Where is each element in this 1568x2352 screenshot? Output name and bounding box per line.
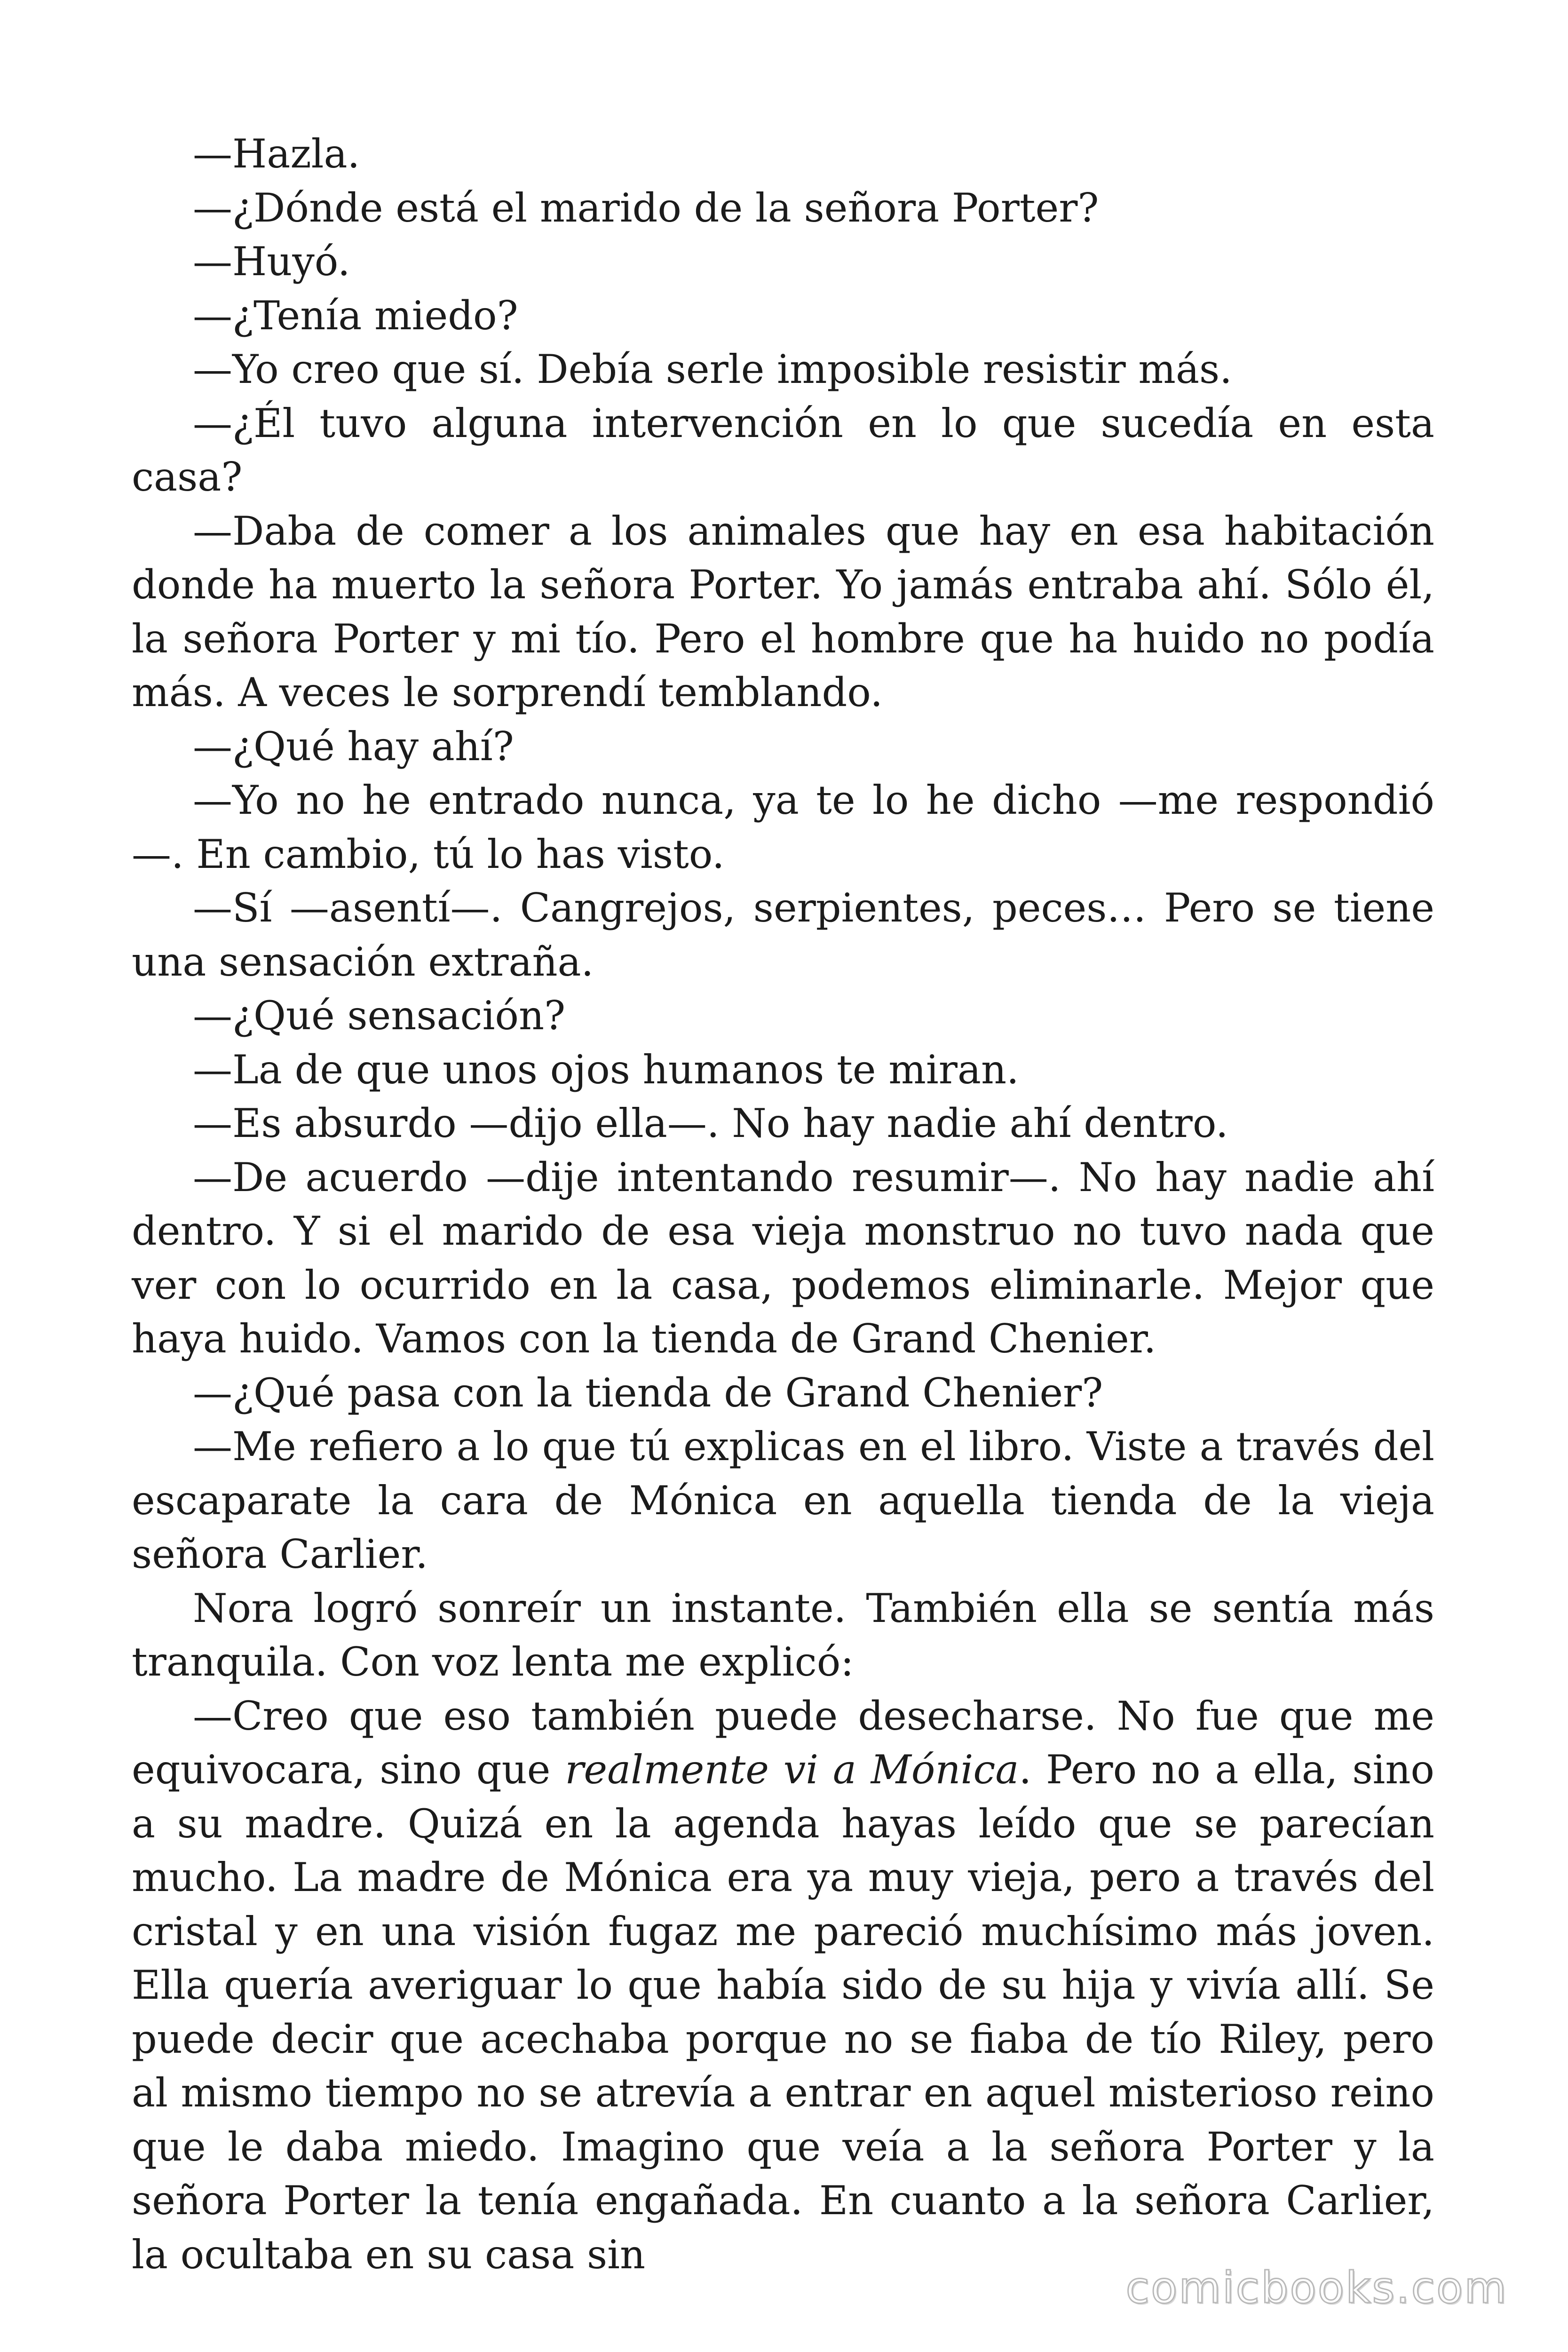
paragraph: —¿Tenía miedo?	[193, 292, 518, 339]
paragraph: —Me refiero a lo que tú explicas en el libro. Viste a través del escaparate la cara de Mónica en aquella tienda de la vieja señora Carlier.	[132, 1423, 1434, 1577]
paragraph-text-start: —Creo que eso también puede desecharse. No fue que me equivocara, sino que	[132, 1692, 1434, 1793]
paragraph: Nora logró sonreír un instante. También ella se sentía más tranquila. Con voz lenta me explicó:	[132, 1585, 1434, 1685]
paragraph: —Huyó.	[193, 238, 350, 285]
italic-phrase: realmente vi a Mónica	[565, 1747, 1019, 1793]
body-text	[132, 127, 1434, 2281]
paragraph: —¿Qué hay ahí?	[193, 723, 514, 770]
paragraph: —De acuerdo —dije intentando resumir—. No hay nadie ahí dentro. Y si el marido de esa vieja monstruo no tuvo nada que ver con lo ocurrido en la casa, podemos eliminarle. Mejor que haya huido. Vamos con la tienda de Grand Chenier.	[132, 1154, 1434, 1362]
paragraph: —¿Dónde está el marido de la señora Porter?	[193, 184, 1099, 231]
paragraph: —¿Qué pasa con la tienda de Grand Chenier?	[193, 1369, 1103, 1416]
paragraph: —La de que unos ojos humanos te miran.	[193, 1046, 1019, 1093]
paragraph: —¿Él tuvo alguna intervención en lo que sucedía en esta casa?	[132, 400, 1434, 500]
paragraph: —Es absurdo —dijo ella—. No hay nadie ahí dentro.	[193, 1100, 1228, 1146]
paragraph: —Hazla.	[193, 131, 360, 177]
paragraph-with-italic	[132, 1689, 1434, 2282]
paragraph: —¿Qué sensación?	[193, 993, 566, 1039]
paragraph: —Yo creo que sí. Debía serle imposible resistir más.	[193, 346, 1232, 392]
paragraph: —Yo no he entrado nunca, ya te lo he dicho —me respondió—. En cambio, tú lo has visto.	[132, 777, 1434, 877]
watermark: comicbooks.com	[1125, 2263, 1508, 2313]
paragraph: —Sí —asentí—. Cangrejos, serpientes, peces… Pero se tiene una sensación extraña.	[132, 885, 1434, 985]
paragraph: —Daba de comer a los animales que hay en esa habitación donde ha muerto la señora Porter. Yo jamás entraba ahí. Sólo él, la señora Porter y mi tío. Pero el hombre que ha huido no podía más. A veces le sorprendí temblando.	[132, 508, 1434, 715]
paragraph-text-end: . Pero no a ella, sino a su madre. Quizá en la agenda hayas leído que se parecían mucho. La madre de Mónica era ya muy vieja, pero a través del cristal y en una visión fugaz me pareció muchísimo más joven. Ella quería averiguar lo que había sido de su hija y vivía allí. Se puede decir que acechaba porque no se fiaba de tío Riley, pero al mismo tiempo no se atrevía a entrar en aquel misterioso reino que le daba miedo. Imagino que veía a la señora Porter y la señora Porter la tenía engañada. En cuanto a la señora Carlier, la ocultaba en su casa sin	[132, 1747, 1435, 2278]
